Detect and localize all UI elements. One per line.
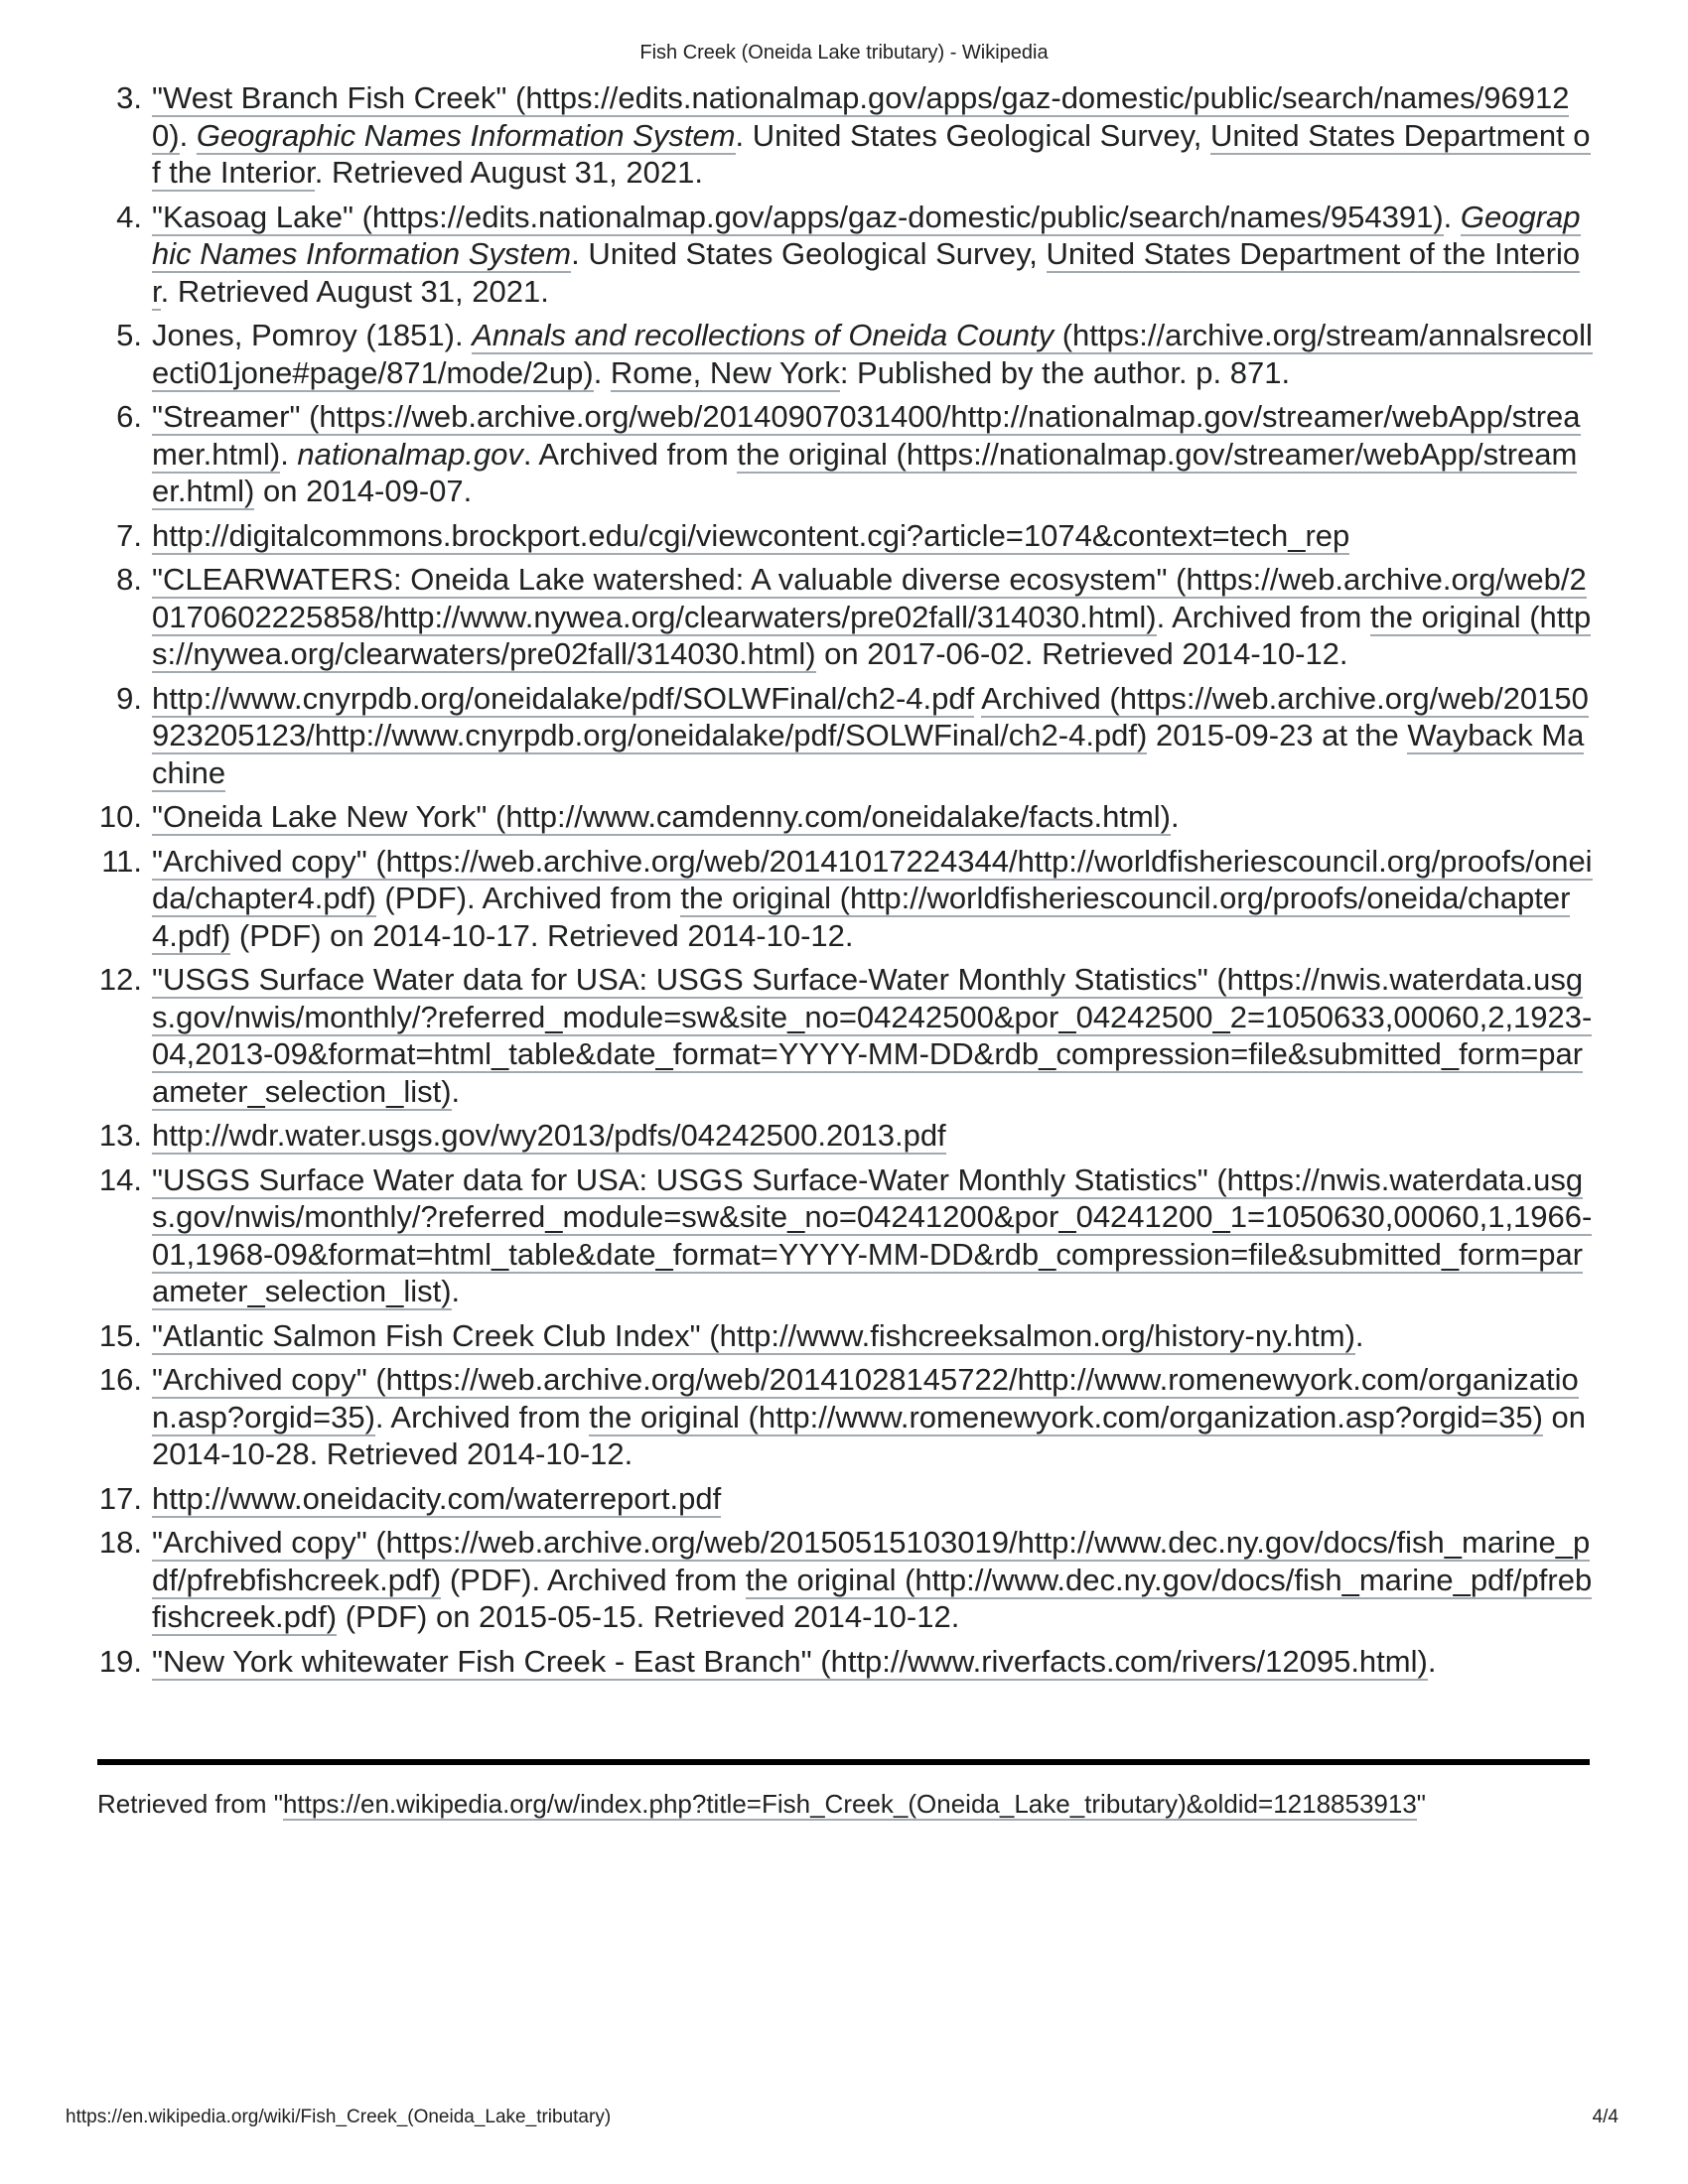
reference-number: 6. bbox=[116, 399, 142, 434]
reference-link[interactable]: "Archived copy" (https://web.archive.org/web/20141028145722/http://www.romenewyork.com/organization.asp?orgid=35) bbox=[152, 1362, 1579, 1434]
reference-link[interactable]: http://www.oneidacity.com/waterreport.pdf bbox=[152, 1480, 722, 1516]
reference-link[interactable]: "CLEARWATERS: Oneida Lake watershed: A valuable diverse ecosystem" (https://web.archive.org/web/20170602225858/http://www.nywea.org/clearwaters/pre02fall/314030.html) bbox=[152, 562, 1587, 634]
reference-item bbox=[94, 1361, 1594, 1473]
reference-number: 3. bbox=[116, 80, 142, 115]
reference-plain-text: . bbox=[593, 354, 611, 390]
reference-number: 9. bbox=[116, 680, 142, 716]
reference-plain-text: . bbox=[179, 117, 197, 153]
section-divider bbox=[97, 1759, 1590, 1765]
reference-number: 4. bbox=[116, 199, 142, 234]
reference-plain-text: . bbox=[280, 436, 298, 472]
reference-plain-text: . bbox=[1354, 1317, 1364, 1353]
reference-text bbox=[152, 1118, 946, 1155]
reference-number: 11. bbox=[101, 843, 142, 879]
reference-text bbox=[152, 1644, 1436, 1681]
reference-link[interactable]: "Streamer" (https://web.archive.org/web/20140907031400/http://nationalmap.gov/streamer/webApp/streamer.html) bbox=[152, 399, 1581, 472]
page-header-title: Fish Creek (Oneida Lake tributary) - Wikipedia bbox=[639, 42, 1049, 64]
reference-link[interactable]: "Atlantic Salmon Fish Creek Club Index" (http://www.fishcreeksalmon.org/history-ny.htm) bbox=[152, 1317, 1355, 1353]
reference-plain-text: (PDF) on 2015-05-15. Retrieved 2014-10-12. bbox=[337, 1599, 960, 1634]
reference-link[interactable]: the original (http://worldfisheriescouncil.org/proofs/oneida/chapter4.pdf) bbox=[152, 881, 1571, 953]
reference-text bbox=[152, 562, 1591, 673]
reference-plain-text: (PDF). Archived from bbox=[441, 1562, 746, 1597]
reference-link[interactable]: "Archived copy" (https://web.archive.org/web/20141017224344/http://worldfisheriescouncil.org/proofs/oneida/chapter4.pdf) bbox=[152, 843, 1593, 915]
footer-page-number: 4/4 bbox=[1592, 2107, 1618, 2127]
reference-item bbox=[94, 798, 1594, 836]
reference-link[interactable]: Geographic Names Information System bbox=[196, 117, 736, 153]
reference-item bbox=[94, 79, 1594, 192]
reference-item bbox=[94, 1161, 1594, 1310]
reference-link[interactable]: United States Department of the Interior bbox=[152, 117, 1591, 190]
reference-link[interactable]: "USGS Surface Water data for USA: USGS Surface-Water Monthly Statistics" (https://nwis.waterdata.usgs.gov/nwis/monthly/?referred_module=sw&site_no=04242500&por_04242500_2=1050633,00060,2,1923-04,2013-09&format=html_table&date_format=YYYY-MM-DD&rdb_compression=file&submitted_form=parameter_selection_list) bbox=[152, 962, 1593, 1109]
reference-link[interactable]: http://digitalcommons.brockport.edu/cgi/viewcontent.cgi?article=1074&context=tech_rep bbox=[152, 517, 1350, 553]
reference-text bbox=[152, 318, 1593, 392]
reference-item bbox=[94, 317, 1594, 391]
reference-item bbox=[94, 680, 1594, 792]
reference-link[interactable]: "Archived copy" (https://web.archive.org/web/20150515103019/http://www.dec.ny.gov/docs/fish_marine_pdf/pfrebfishcreek.pdf) bbox=[152, 1525, 1591, 1597]
reference-plain-text: on 2017-06-02. Retrieved 2014-10-12. bbox=[815, 636, 1348, 671]
reference-text bbox=[152, 518, 1349, 555]
reference-text bbox=[152, 1318, 1364, 1355]
reference-text bbox=[152, 962, 1592, 1111]
reference-link[interactable]: Wayback Machine bbox=[152, 718, 1585, 790]
reference-plain-text: (PDF) on 2014-10-17. Retrieved 2014-10-12. bbox=[230, 917, 854, 953]
reference-number: 12. bbox=[98, 962, 142, 997]
reference-text bbox=[152, 1525, 1592, 1636]
reference-number: 18. bbox=[98, 1525, 142, 1560]
reference-link[interactable]: the original (https://nywea.org/clearwaters/pre02fall/314030.html) bbox=[152, 599, 1592, 671]
reference-plain-text: . bbox=[1170, 799, 1180, 834]
reference-link[interactable]: (https://archive.org/stream/annalsrecollecti01jone#page/871/mode/2up) bbox=[152, 318, 1593, 390]
reference-item bbox=[94, 517, 1594, 555]
reference-plain-text: on 2014-10-28. Retrieved 2014-10-12. bbox=[152, 1399, 1587, 1471]
reference-item bbox=[94, 1480, 1594, 1518]
reference-number: 19. bbox=[98, 1643, 142, 1679]
reference-plain-text: (PDF). Archived from bbox=[375, 881, 681, 915]
reference-plain-text: . bbox=[1443, 199, 1461, 234]
reference-text bbox=[152, 200, 1581, 311]
reference-link[interactable]: the original (https://nationalmap.gov/streamer/webApp/streamer.html) bbox=[152, 436, 1578, 508]
reference-number: 7. bbox=[116, 517, 142, 553]
reference-number: 15. bbox=[98, 1317, 142, 1353]
reference-number: 5. bbox=[116, 318, 142, 352]
retrieved-from-line bbox=[97, 1787, 1597, 1821]
reference-link[interactable]: the original (http://www.dec.ny.gov/docs/fish_marine_pdf/pfrebfishcreek.pdf) bbox=[152, 1562, 1593, 1634]
reference-item bbox=[94, 961, 1594, 1110]
reference-plain-text: . Retrieved August 31, 2021. bbox=[314, 155, 703, 190]
retrieved-prefix: Retrieved from " bbox=[97, 1789, 283, 1819]
reference-link[interactable]: the original (http://www.romenewyork.com/organization.asp?orgid=35) bbox=[589, 1399, 1543, 1434]
reference-link[interactable]: "West Branch Fish Creek" (https://edits.nationalmap.gov/apps/gaz-domestic/public/search/names/969120) bbox=[152, 80, 1570, 153]
reference-plain-text: on 2014-09-07. bbox=[254, 474, 473, 508]
reference-item bbox=[94, 1643, 1594, 1681]
reference-text bbox=[152, 1481, 721, 1518]
reference-plain-text: . bbox=[451, 1274, 461, 1308]
footer-url: https://en.wikipedia.org/wiki/Fish_Creek_(Oneida_Lake_tributary) bbox=[66, 2107, 612, 2127]
reference-number: 14. bbox=[98, 1161, 142, 1197]
reference-number: 13. bbox=[98, 1118, 142, 1153]
reference-number: 10. bbox=[98, 799, 142, 834]
reference-item bbox=[94, 398, 1594, 510]
reference-link[interactable]: http://wdr.water.usgs.gov/wy2013/pdfs/04242500.2013.pdf bbox=[152, 1118, 946, 1153]
reference-link[interactable]: Rome, New York bbox=[610, 354, 840, 390]
reference-plain-text: 2015-09-23 at the bbox=[1147, 718, 1408, 752]
reference-plain-text: : Published by the author. p. 871. bbox=[839, 354, 1291, 390]
reference-item bbox=[94, 199, 1594, 311]
reference-plain-text: . Archived from bbox=[374, 1399, 590, 1434]
reference-plain-text: . bbox=[451, 1073, 461, 1109]
reference-plain-text: . United States Geological Survey, bbox=[571, 236, 1047, 271]
reference-item bbox=[94, 1117, 1594, 1155]
reference-link[interactable]: United States Department of the Interior bbox=[152, 236, 1581, 309]
reference-item bbox=[94, 561, 1594, 673]
reference-plain-text: . Retrieved August 31, 2021. bbox=[160, 273, 549, 309]
retrieved-suffix: " bbox=[1416, 1789, 1427, 1819]
reference-number: 8. bbox=[116, 562, 142, 597]
reference-text bbox=[152, 681, 1589, 792]
reference-plain-text: . Archived from bbox=[1156, 599, 1370, 634]
reference-plain-text: . Archived from bbox=[522, 436, 738, 472]
reference-plain-text: nationalmap.gov bbox=[297, 436, 523, 472]
references-list bbox=[94, 79, 1594, 1687]
reference-text bbox=[152, 844, 1593, 955]
reference-text bbox=[152, 799, 1180, 836]
reference-item bbox=[94, 1317, 1594, 1355]
reference-link[interactable]: Annals and recollections of Oneida County bbox=[472, 318, 1055, 352]
reference-item bbox=[94, 1524, 1594, 1636]
reference-number: 17. bbox=[98, 1480, 142, 1516]
reference-plain-text: . United States Geological Survey, bbox=[735, 117, 1210, 153]
reference-link[interactable]: "New York whitewater Fish Creek - East Branch" (http://www.riverfacts.com/rivers/12095.html) bbox=[152, 1643, 1428, 1679]
reference-text bbox=[152, 80, 1591, 192]
reference-link[interactable]: http://www.cnyrpdb.org/oneidalake/pdf/SOLWFinal/ch2-4.pdf bbox=[152, 680, 975, 716]
reference-item bbox=[94, 843, 1594, 955]
reference-link[interactable]: Geographic Names Information System bbox=[152, 199, 1581, 271]
reference-text bbox=[152, 1162, 1592, 1311]
reference-link[interactable]: "USGS Surface Water data for USA: USGS Surface-Water Monthly Statistics" (https://nwis.waterdata.usgs.gov/nwis/monthly/?referred_module=sw&site_no=04241200&por_04241200_1=1050630,00060,1,1966-01,1968-09&format=html_table&date_format=YYYY-MM-DD&rdb_compression=file&submitted_form=parameter_selection_list) bbox=[152, 1161, 1593, 1308]
reference-text bbox=[152, 399, 1581, 510]
retrieved-link[interactable]: https://en.wikipedia.org/w/index.php?title=Fish_Creek_(Oneida_Lake_tributary)&oldid=1218853913 bbox=[282, 1789, 1417, 1819]
reference-plain-text: . bbox=[1427, 1643, 1437, 1679]
reference-link[interactable]: "Kasoag Lake" (https://edits.nationalmap.gov/apps/gaz-domestic/public/search/names/954391) bbox=[152, 199, 1444, 234]
reference-link[interactable]: Archived (https://web.archive.org/web/20150923205123/http://www.cnyrpdb.org/oneidalake/pdf/SOLWFinal/ch2-4.pdf) bbox=[152, 680, 1589, 752]
reference-link[interactable]: "Oneida Lake New York" (http://www.camdenny.com/oneidalake/facts.html) bbox=[152, 799, 1171, 834]
reference-plain-text: Jones, Pomroy (1851). bbox=[152, 318, 473, 352]
reference-number: 16. bbox=[98, 1362, 142, 1397]
reference-text bbox=[152, 1362, 1586, 1471]
